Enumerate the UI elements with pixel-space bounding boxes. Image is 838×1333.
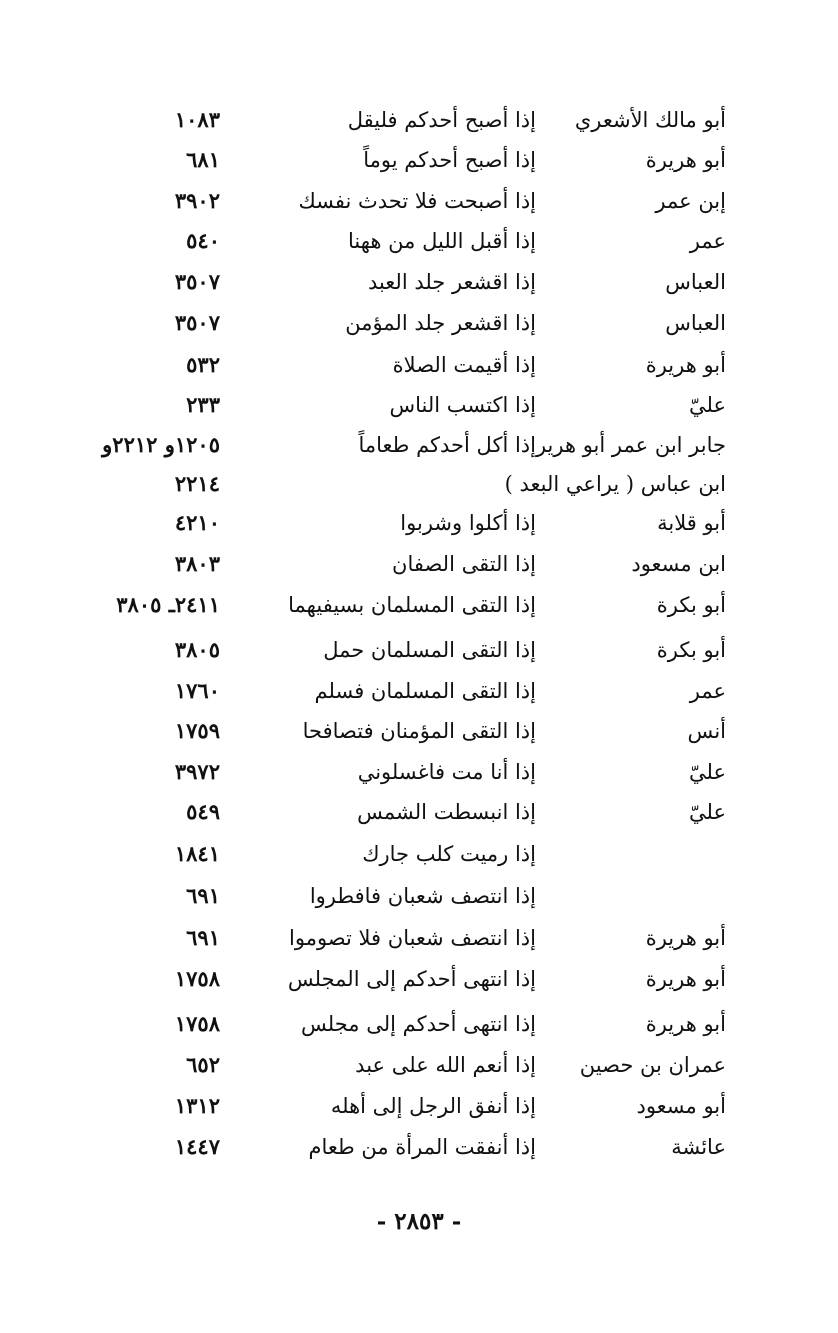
narrator-name: عليّ bbox=[689, 393, 726, 417]
hadith-number: ٢٤١١ـ ٣٨٠٥ bbox=[116, 592, 220, 617]
index-row bbox=[0, 181, 838, 221]
narrator-name: العباس bbox=[665, 270, 726, 294]
hadith-number: ١٨٤١ bbox=[174, 841, 220, 866]
hadith-opening: إذا اقشعر جلد المؤمن bbox=[345, 311, 536, 335]
narrator-name: عمر bbox=[689, 679, 726, 703]
hadith-opening: إذا التقى المؤمنان فتصافحا bbox=[302, 719, 536, 743]
index-row bbox=[0, 959, 838, 999]
hadith-number: ٣٨٠٣ bbox=[174, 551, 220, 576]
narrator-name: أبو هريرة bbox=[645, 967, 726, 991]
hadith-number: ٥٤٩ bbox=[186, 799, 220, 824]
narrator-name: عليّ bbox=[689, 760, 726, 784]
narrator-name: أبو هريرة bbox=[645, 353, 726, 377]
narrator-note: ابن عباس ( يراعي البعد ) bbox=[504, 472, 726, 496]
hadith-number: ٢٣٣ bbox=[186, 392, 220, 417]
hadith-number: ٤٢١٠ bbox=[174, 510, 220, 535]
hadith-number: ٣٩٧٢ bbox=[174, 759, 220, 784]
hadith-opening: إذا أصبحت فلا تحدث نفسك bbox=[298, 189, 536, 213]
hadith-opening: إذا التقى الصفان bbox=[392, 552, 536, 576]
hadith-opening: إذا التقى المسلمان بسيفيهما bbox=[288, 593, 536, 617]
hadith-opening: إذا أصبح أحدكم فليقل bbox=[347, 108, 536, 132]
index-row bbox=[0, 303, 838, 343]
hadith-opening: إذا أصبح أحدكم يوماً bbox=[363, 148, 536, 172]
hadith-number: ٣٥٠٧ bbox=[174, 269, 220, 294]
narrator-name: عليّ bbox=[689, 800, 726, 824]
hadith-opening: إذا أنفقت المرأة من طعام bbox=[308, 1135, 536, 1159]
index-row bbox=[0, 585, 838, 625]
narrator-name: أبو هريرة bbox=[645, 148, 726, 172]
index-row bbox=[0, 752, 838, 792]
hadith-opening: إذا رميت كلب جارك bbox=[362, 842, 536, 866]
page-number: - ٢٨٥٣ - bbox=[376, 1208, 462, 1235]
index-row bbox=[0, 464, 838, 504]
hadith-number: ١٧٦٠ bbox=[174, 678, 220, 703]
hadith-number: ٦٩١ bbox=[186, 925, 220, 950]
index-row bbox=[0, 1086, 838, 1126]
hadith-opening: إذا التقى المسلمان حمل bbox=[323, 638, 536, 662]
narrator-name: أبو قلابة bbox=[657, 511, 726, 535]
hadith-number: ٦٩١ bbox=[186, 883, 220, 908]
hadith-number: ١٧٥٨ bbox=[174, 966, 220, 991]
narrator-name: عمر bbox=[689, 229, 726, 253]
index-row bbox=[0, 1127, 838, 1167]
index-row bbox=[0, 503, 838, 543]
hadith-number: ١٠٨٣ bbox=[174, 107, 220, 132]
index-row bbox=[0, 876, 838, 916]
hadith-number: ٦٥٢ bbox=[186, 1052, 220, 1077]
hadith-number: ٥٤٠ bbox=[186, 228, 220, 253]
hadith-opening: إذا أنعم الله على عبد bbox=[355, 1053, 536, 1077]
narrator-name: عمران بن حصين bbox=[579, 1053, 726, 1077]
narrator-name: أبو مالك الأشعري bbox=[574, 108, 726, 132]
index-row bbox=[0, 918, 838, 958]
narrator-name: جابر ابن عمر أبو هرير bbox=[535, 433, 726, 457]
hadith-opening: إذا اكتسب الناس bbox=[389, 393, 536, 417]
index-row bbox=[0, 792, 838, 832]
index-row bbox=[0, 1004, 838, 1044]
hadith-opening: إذا انبسطت الشمس bbox=[357, 800, 536, 824]
hadith-number: ٣٩٠٢ bbox=[174, 188, 220, 213]
index-row bbox=[0, 544, 838, 584]
narrator-name: إبن عمر bbox=[655, 189, 726, 213]
hadith-opening: إذا أنا مت فاغسلوني bbox=[357, 760, 536, 784]
narrator-name: عائشة bbox=[671, 1135, 726, 1159]
hadith-number: ١٣١٢ bbox=[174, 1093, 220, 1118]
hadith-number: ٣٥٠٧ bbox=[174, 310, 220, 335]
hadith-opening: إذا انتهى أحدكم إلى مجلس bbox=[301, 1012, 536, 1036]
narrator-name: أبو مسعود bbox=[636, 1094, 726, 1118]
narrator-name: أنس bbox=[687, 719, 726, 743]
hadith-number: ٣٨٠٥ bbox=[174, 637, 220, 662]
hadith-opening: إذا أكل أحدكم طعاماً bbox=[358, 433, 536, 457]
hadith-number: ٥٣٢ bbox=[186, 352, 220, 377]
hadith-opening: إذا انتصف شعبان فافطروا bbox=[309, 884, 536, 908]
index-row bbox=[0, 140, 838, 180]
narrator-name: أبو هريرة bbox=[645, 1012, 726, 1036]
hadith-opening: إذا انتصف شعبان فلا تصوموا bbox=[289, 926, 536, 950]
index-row bbox=[0, 630, 838, 670]
hadith-opening: إذا أكلوا وشربوا bbox=[400, 511, 536, 535]
hadith-number: ٦٨١ bbox=[186, 147, 220, 172]
index-row bbox=[0, 262, 838, 302]
index-row bbox=[0, 1045, 838, 1085]
narrator-name: أبو بكرة bbox=[656, 638, 726, 662]
hadith-opening: إذا التقى المسلمان فسلم bbox=[314, 679, 536, 703]
hadith-number: ١٢٠٥و ٢٢١٢و bbox=[102, 432, 220, 457]
narrator-name: أبو هريرة bbox=[645, 926, 726, 950]
index-row bbox=[0, 221, 838, 261]
hadith-number: ١٧٥٩ bbox=[174, 718, 220, 743]
index-row bbox=[0, 385, 838, 425]
hadith-opening: إذا أنفق الرجل إلى أهله bbox=[330, 1094, 536, 1118]
index-row bbox=[0, 671, 838, 711]
narrator-name: ابن مسعود bbox=[631, 552, 726, 576]
hadith-opening: إذا أقيمت الصلاة bbox=[392, 353, 536, 377]
index-row bbox=[0, 711, 838, 751]
index-row bbox=[0, 425, 838, 465]
index-row bbox=[0, 834, 838, 874]
hadith-opening: إذا انتهى أحدكم إلى المجلس bbox=[287, 967, 536, 991]
hadith-number: ١٤٤٧ bbox=[174, 1134, 220, 1159]
narrator-name: أبو بكرة bbox=[656, 593, 726, 617]
index-row bbox=[0, 345, 838, 385]
narrator-name: العباس bbox=[665, 311, 726, 335]
hadith-opening: إذا اقشعر جلد العبد bbox=[367, 270, 536, 294]
hadith-opening: إذا أقبل الليل من ههنا bbox=[348, 229, 536, 253]
index-row bbox=[0, 100, 838, 140]
hadith-number: ١٧٥٨ bbox=[174, 1011, 220, 1036]
hadith-number: ٢٢١٤ bbox=[174, 471, 220, 496]
